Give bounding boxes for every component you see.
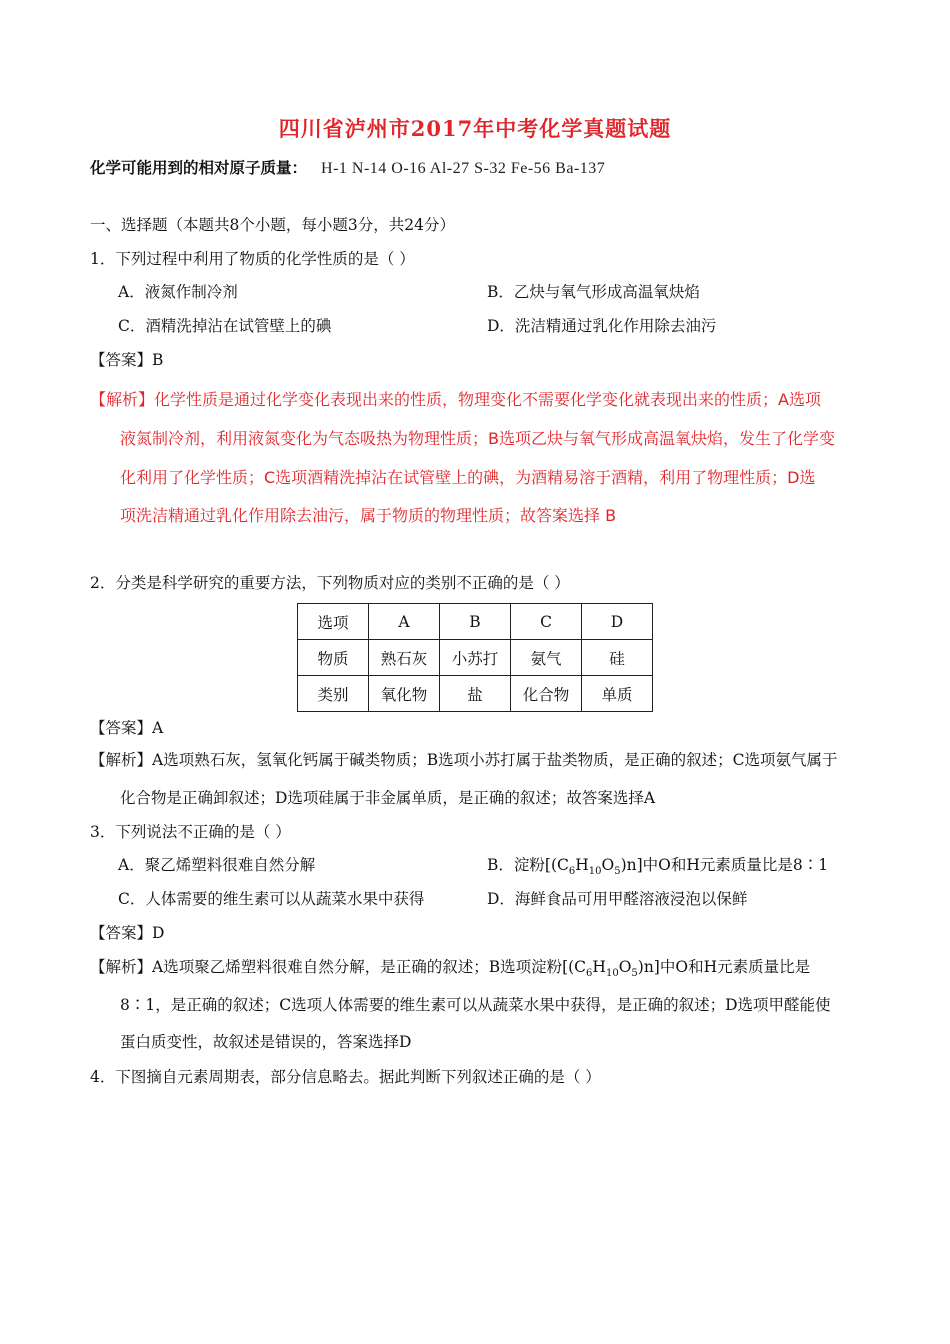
table-row <box>298 640 653 676</box>
q3-explanation-line: 蛋白质变性，故叙述是错误的，答案选择D <box>120 1033 412 1051</box>
q3-explanation-text: )n]中O和H元素质量比是 <box>637 958 811 976</box>
q1-explanation-line: 项洗洁精通过乳化作用除去油污，属于物质的物理性质；故答案选择 B <box>120 506 617 525</box>
table-row <box>298 676 653 712</box>
table-row <box>298 604 653 640</box>
q3-option-d: D．海鲜食品可用甲醛溶液浸泡以保鲜 <box>487 890 748 908</box>
q2-answer: 【答案】A <box>90 719 164 737</box>
table-cell: 氨气 <box>511 640 582 676</box>
table-cell: 熟石灰 <box>369 640 440 676</box>
table-cell: 类别 <box>298 676 369 712</box>
subscript: 6 <box>568 866 576 878</box>
formula-part: H <box>592 958 606 976</box>
q1-option-a: A．液氮作制冷剂 <box>118 283 238 301</box>
table-cell: 物质 <box>298 640 369 676</box>
q1-option-b: B．乙炔与氧气形成高温氧炔焰 <box>487 283 700 301</box>
q3-explanation-line <box>90 955 810 979</box>
q1-option-c: C．酒精洗掉沾在试管壁上的碘 <box>118 317 332 335</box>
table-cell: 小苏打 <box>440 640 511 676</box>
q3-stem: 3．下列说法不正确的是（ ） <box>90 823 291 841</box>
subscript: 10 <box>588 866 602 878</box>
table-cell: 硅 <box>582 640 653 676</box>
table-cell: C <box>511 604 582 640</box>
subscript: 5 <box>631 968 638 980</box>
q3-option-b-text: )n]中O和H元素质量比是8∶1 <box>620 856 829 874</box>
formula-part: O <box>601 856 615 874</box>
q3-option-b <box>487 853 828 877</box>
q2-explanation-line: 化合物是正确卸叙述；D选项硅属于非金属单质，是正确的叙述；故答案选择A <box>120 789 656 807</box>
q1-explanation-line: 【解析】化学性质是通过化学变化表现出来的性质，物理变化不需要化学变化就表现出来的性质；A选项 <box>90 390 821 409</box>
q3-option-b-text: B．淀粉[(C <box>487 856 569 874</box>
classification-table <box>297 603 653 712</box>
table-cell: 盐 <box>440 676 511 712</box>
section-heading: 一、选择题（本题共8个小题，每小题3分，共24分） <box>90 216 455 234</box>
q4-stem: 4．下图摘自元素周期表，部分信息略去。据此判断下列叙述正确的是（ ） <box>90 1068 601 1086</box>
table-cell: D <box>582 604 653 640</box>
q3-answer: 【答案】D <box>90 924 165 942</box>
q3-option-c: C．人体需要的维生素可以从蔬菜水果中获得 <box>118 890 425 908</box>
atomic-mass-line <box>90 156 605 178</box>
q3-option-a: A．聚乙烯塑料很难自然分解 <box>118 856 316 874</box>
page-title: 四川省泸州市2017年中考化学真题试题 <box>278 116 672 141</box>
table-cell: A <box>369 604 440 640</box>
subscript: 10 <box>605 968 619 980</box>
q3-explanation-line: 8∶1，是正确的叙述；C选项人体需要的维生素可以从蔬菜水果中获得，是正确的叙述；D选项甲醛能使 <box>120 996 831 1014</box>
table-cell: 氧化物 <box>369 676 440 712</box>
formula-part: O <box>618 958 632 976</box>
subscript: 5 <box>614 866 621 878</box>
q2-explanation-line: 【解析】A选项熟石灰，氢氧化钙属于碱类物质；B选项小苏打属于盐类物质，是正确的叙述；C选项氨气属于 <box>90 751 838 769</box>
table-cell: 化合物 <box>511 676 582 712</box>
table-cell: 单质 <box>582 676 653 712</box>
q3-explanation-text: 【解析】A选项聚乙烯塑料很难自然分解，是正确的叙述；B选项淀粉[(C <box>90 958 587 976</box>
q1-explanation-line: 液氮制冷剂，利用液氮变化为气态吸热为物理性质；B选项乙炔与氧气形成高温氧炔焰，发生了化学变 <box>120 429 835 448</box>
atomic-mass-values: H-1 N-14 O-16 Al-27 S-32 Fe-56 Ba-137 <box>321 160 606 177</box>
q1-stem: 1．下列过程中利用了物质的化学性质的是（ ） <box>90 250 415 268</box>
subscript: 6 <box>586 968 593 980</box>
atomic-mass-label: 化学可能用到的相对原子质量： <box>90 159 308 177</box>
formula-part: H <box>575 856 589 874</box>
q1-option-d: D．洗洁精通过乳化作用除去油污 <box>487 317 717 335</box>
q1-answer: 【答案】B <box>90 351 164 369</box>
table-cell: B <box>440 604 511 640</box>
q2-stem: 2．分类是科学研究的重要方法，下列物质对应的类别不正确的是（ ） <box>90 574 570 592</box>
q1-explanation-line: 化利用了化学性质；C选项酒精洗掉沾在试管壁上的碘，为酒精易溶于酒精，利用了物理性质；D选 <box>120 468 816 487</box>
table-cell: 选项 <box>298 604 369 640</box>
